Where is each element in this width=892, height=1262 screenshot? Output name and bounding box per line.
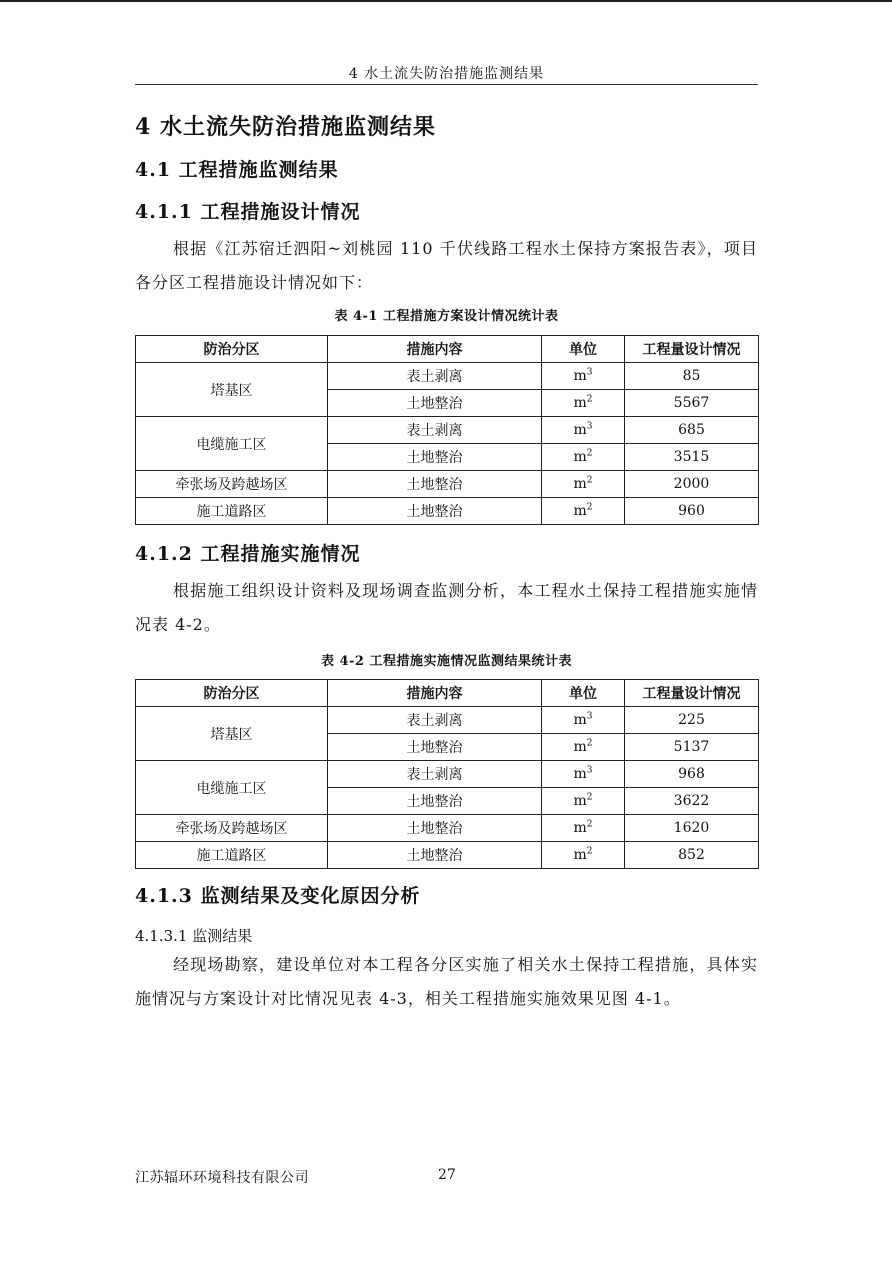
column-header: 工程量设计情况 bbox=[625, 680, 759, 707]
quantity-cell: 5567 bbox=[625, 390, 759, 417]
measure-cell: 表土剥离 bbox=[328, 363, 542, 390]
chapter-title: 4 水土流失防治措施监测结果 bbox=[135, 114, 436, 140]
zone-cell: 电缆施工区 bbox=[136, 417, 328, 471]
footer-company-name: 江苏辐环环境科技有限公司 bbox=[135, 1170, 309, 1186]
table-row bbox=[136, 842, 759, 869]
unit-cell: $m^2$ bbox=[542, 815, 625, 842]
quantity-cell: 968 bbox=[625, 761, 759, 788]
measure-cell: 土地整治 bbox=[328, 734, 542, 761]
unit-cell: $m^2$ bbox=[542, 734, 625, 761]
section-4-1-3-1-paragraph: 经现场勘察，建设单位对本工程各分区实施了相关水土保持工程措施，具体实施情况与方案设计对比情况见表 4-3，相关工程措施实施效果见图 4-1。 bbox=[135, 955, 758, 1008]
quantity-cell: 225 bbox=[625, 707, 759, 734]
page-top-border bbox=[0, 0, 892, 2]
measure-cell: 土地整治 bbox=[328, 444, 542, 471]
table-4-2 bbox=[135, 679, 759, 869]
column-header: 工程量设计情况 bbox=[625, 336, 759, 363]
zone-cell: 施工道路区 bbox=[136, 498, 328, 525]
section-4-1-3-1-heading: 4.1.3.1 监测结果 bbox=[135, 927, 253, 945]
table-row bbox=[136, 707, 759, 734]
column-header: 防治分区 bbox=[136, 336, 328, 363]
header-rule bbox=[135, 84, 758, 85]
unit-cell: $m^2$ bbox=[542, 788, 625, 815]
measure-cell: 土地整治 bbox=[328, 390, 542, 417]
zone-cell: 牵张场及跨越场区 bbox=[136, 471, 328, 498]
table-4-1-caption: 表 4-1 工程措施方案设计情况统计表 bbox=[334, 309, 559, 324]
column-header: 单位 bbox=[542, 680, 625, 707]
column-header: 单位 bbox=[542, 336, 625, 363]
quantity-cell: 685 bbox=[625, 417, 759, 444]
column-header: 措施内容 bbox=[328, 680, 542, 707]
section-4-1-2-paragraph: 根据施工组织设计资料及现场调查监测分析，本工程水土保持工程措施实施情况表 4-2。 bbox=[135, 581, 758, 634]
measure-cell: 表土剥离 bbox=[328, 707, 542, 734]
table-4-2-caption: 表 4-2 工程措施实施情况监测结果统计表 bbox=[320, 654, 573, 669]
section-4-1-2-heading: 4.1.2 工程措施实施情况 bbox=[135, 543, 361, 565]
unit-cell: $m^2$ bbox=[542, 390, 625, 417]
quantity-cell: 852 bbox=[625, 842, 759, 869]
measure-cell: 土地整治 bbox=[328, 842, 542, 869]
table-row bbox=[136, 761, 759, 788]
table-row bbox=[136, 815, 759, 842]
zone-cell: 牵张场及跨越场区 bbox=[136, 815, 328, 842]
section-4-1-1-paragraph: 根据《江苏宿迁泗阳~刘桃园 110 千伏线路工程水土保持方案报告表》，项目各分区工程措施设计情况如下： bbox=[135, 239, 758, 292]
measure-cell: 土地整治 bbox=[328, 471, 542, 498]
zone-cell: 塔基区 bbox=[136, 363, 328, 417]
unit-cell: $m^3$ bbox=[542, 761, 625, 788]
zone-cell: 施工道路区 bbox=[136, 842, 328, 869]
quantity-cell: 2000 bbox=[625, 471, 759, 498]
table-4-1 bbox=[135, 335, 759, 525]
table-row bbox=[136, 417, 759, 444]
measure-cell: 土地整治 bbox=[328, 788, 542, 815]
column-header: 措施内容 bbox=[328, 336, 542, 363]
section-4-1-3-heading: 4.1.3 监测结果及变化原因分析 bbox=[135, 885, 421, 907]
measure-cell: 表土剥离 bbox=[328, 417, 542, 444]
column-header: 防治分区 bbox=[136, 680, 328, 707]
zone-cell: 电缆施工区 bbox=[136, 761, 328, 815]
quantity-cell: 3515 bbox=[625, 444, 759, 471]
table-header-row bbox=[136, 336, 759, 363]
quantity-cell: 5137 bbox=[625, 734, 759, 761]
unit-cell: $m^3$ bbox=[542, 707, 625, 734]
table-header-row bbox=[136, 680, 759, 707]
table-row bbox=[136, 471, 759, 498]
unit-cell: $m^2$ bbox=[542, 498, 625, 525]
unit-cell: $m^3$ bbox=[542, 417, 625, 444]
section-4-1-1-heading: 4.1.1 工程措施设计情况 bbox=[135, 201, 361, 223]
quantity-cell: 960 bbox=[625, 498, 759, 525]
quantity-cell: 3622 bbox=[625, 788, 759, 815]
section-4-1-heading: 4.1 工程措施监测结果 bbox=[135, 159, 339, 181]
table-row bbox=[136, 498, 759, 525]
zone-cell: 塔基区 bbox=[136, 707, 328, 761]
unit-cell: $m^2$ bbox=[542, 471, 625, 498]
unit-cell: $m^2$ bbox=[542, 842, 625, 869]
unit-cell: $m^2$ bbox=[542, 444, 625, 471]
measure-cell: 表土剥离 bbox=[328, 761, 542, 788]
unit-cell: $m^3$ bbox=[542, 363, 625, 390]
quantity-cell: 85 bbox=[625, 363, 759, 390]
page-number: 27 bbox=[438, 1167, 456, 1183]
measure-cell: 土地整治 bbox=[328, 815, 542, 842]
quantity-cell: 1620 bbox=[625, 815, 759, 842]
running-header: 4 水土流失防治措施监测结果 bbox=[348, 66, 545, 82]
measure-cell: 土地整治 bbox=[328, 498, 542, 525]
table-row bbox=[136, 363, 759, 390]
